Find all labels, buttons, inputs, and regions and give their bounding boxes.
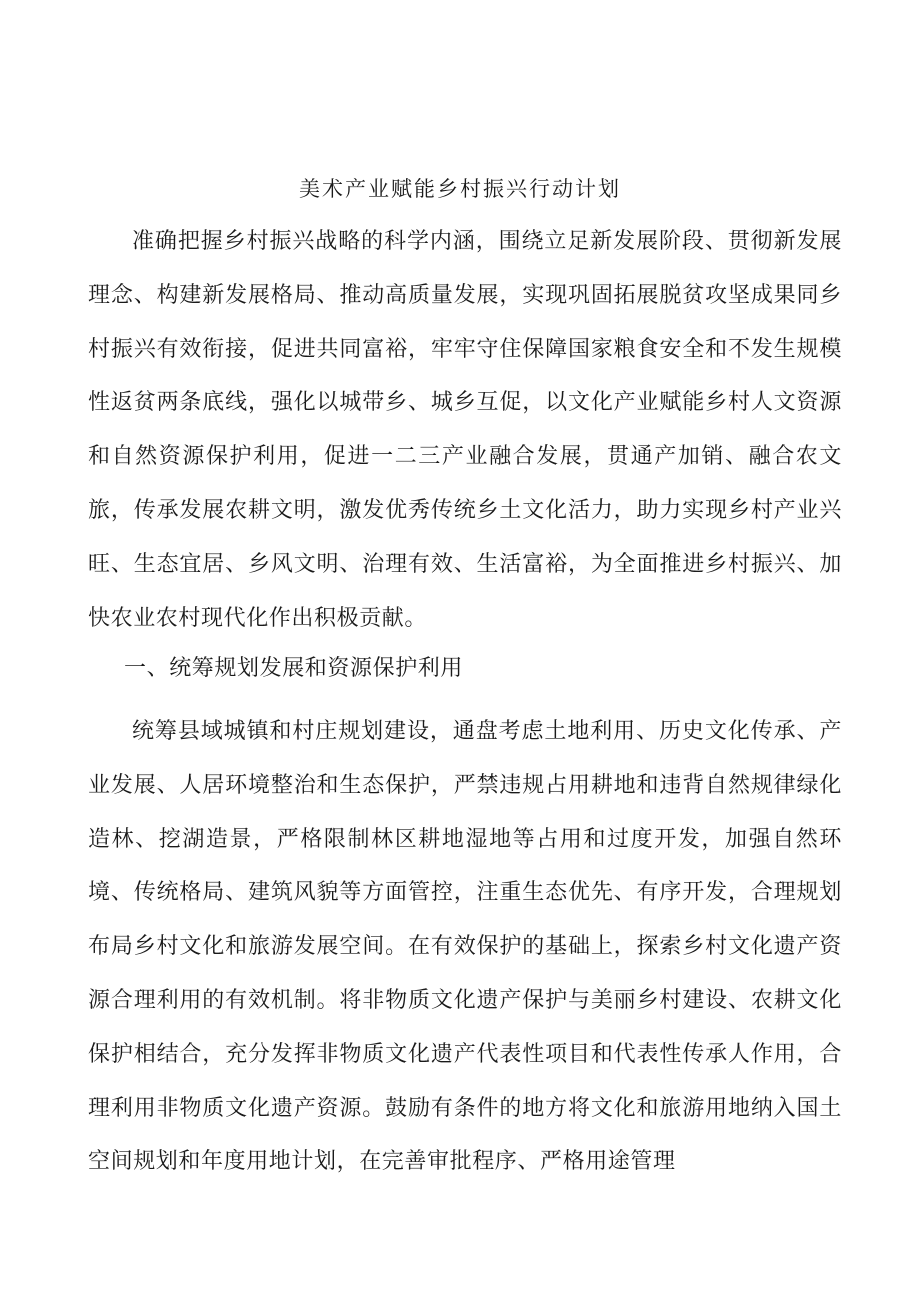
section-paragraph: 统筹县域城镇和村庄规划建设，通盘考虑土地利用、历史文化传承、产业发展、人居环境整治和生态保护，严禁违规占用耕地和违背自然规律绿化造林、挖湖造景，严格限制林区耕地湿地等占用和过度开发，加强自然环境、传统格局、建筑风貌等方面管控，注重生态优先、有序开发，合理规划布局乡村文化和旅游发展空间。在有效保护的基础上，探索乡村文化遗产资源合理利用的有效机制。将非物质文化遗产保护与美丽乡村建设、农耕文化保护相结合，充分发挥非物质文化遗产代表性项目和代表性传承人作用，合理利用非物质文化遗产资源。鼓励有条件的地方将文化和旅游用地纳入国土空间规划和年度用地计划，在完善审批程序、严格用途管理: [88, 719, 842, 1175]
document-title: 美术产业赋能乡村振兴行动计划: [299, 177, 621, 201]
section-heading: 一、统筹规划发展和资源保护利用: [124, 656, 464, 681]
intro-paragraph: 准确把握乡村振兴战略的科学内涵，围绕立足新发展阶段、贯彻新发展理念、构建新发展格局、推动高质量发展，实现巩固拓展脱贫攻坚成果同乡村振兴有效衔接，促进共同富裕，牢牢守住保障国家粮食安全和不发生规模性返贫两条底线，强化以城带乡、城乡互促，以文化产业赋能乡村人文资源和自然资源保护利用，促进一二三产业融合发展，贯通产加销、融合农文旅，传承发展农耕文明，激发优秀传统乡土文化活力，助力实现乡村产业兴旺、生态宜居、乡风文明、治理有效、生活富裕，为全面推进乡村振兴、加快农业农村现代化作出积极贡献。: [88, 229, 842, 631]
